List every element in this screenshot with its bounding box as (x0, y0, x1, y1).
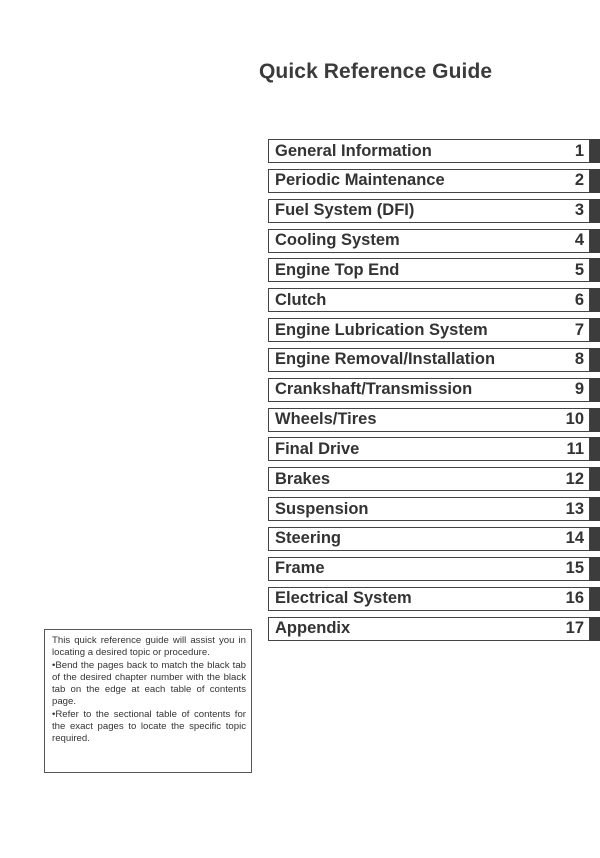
chapter-row[interactable] (268, 288, 600, 312)
note-bullet-bend-pages: •Bend the pages back to match the black tab of the desired chapter number with the black tab on the edge at each table of contents page. (52, 659, 246, 708)
chapter-number: 4 (574, 231, 584, 250)
chapter-number: 1 (574, 141, 584, 160)
chapter-box (268, 199, 590, 223)
chapter-row[interactable] (268, 587, 600, 611)
chapter-box (268, 229, 590, 253)
chapter-tab (590, 258, 600, 282)
chapter-number: 5 (574, 260, 584, 279)
chapter-box (268, 437, 590, 461)
chapter-box (268, 139, 590, 163)
chapter-tab (590, 139, 600, 163)
note-intro: This quick reference guide will assist you in locating a desired topic or procedure. (52, 635, 246, 659)
chapter-number: 13 (565, 499, 584, 518)
chapter-label: Engine Lubrication System (275, 320, 488, 339)
chapter-label: Appendix (275, 619, 351, 637)
chapter-tab (590, 497, 600, 521)
chapter-label: Frame (275, 559, 325, 578)
chapter-tab (590, 169, 600, 193)
chapter-box (268, 288, 590, 312)
chapter-number: 2 (574, 171, 584, 190)
chapter-tab (590, 318, 600, 342)
chapter-number: 15 (565, 559, 584, 578)
chapter-row[interactable] (268, 229, 600, 253)
chapter-box (268, 348, 590, 372)
chapter-row[interactable] (268, 617, 600, 641)
chapter-box (268, 378, 590, 402)
chapter-box (268, 318, 590, 342)
chapter-number: 12 (565, 469, 584, 488)
chapter-label: Wheels/Tires (275, 410, 377, 429)
usage-note (44, 629, 252, 773)
chapter-box (268, 258, 590, 282)
chapter-number: 14 (565, 529, 584, 548)
chapter-row[interactable] (268, 378, 600, 402)
chapter-row[interactable] (268, 527, 600, 551)
chapter-number: 3 (574, 201, 584, 220)
chapter-tab (590, 348, 600, 372)
chapter-label: Crankshaft/Transmission (275, 380, 473, 399)
chapter-row[interactable] (268, 408, 600, 432)
chapter-box (268, 587, 590, 611)
chapter-row[interactable] (268, 467, 600, 491)
chapter-tab (590, 557, 600, 581)
note-bullet-refer-toc: •Refer to the sectional table of contents for the exact pages to locate the specific topic required. (52, 708, 246, 745)
chapter-label: Electrical System (275, 589, 412, 608)
chapter-row[interactable] (268, 557, 600, 581)
chapter-box (268, 617, 590, 641)
chapter-box (268, 527, 590, 551)
chapter-label: Final Drive (275, 439, 360, 458)
chapter-tab (590, 437, 600, 461)
chapter-box (268, 557, 590, 581)
chapter-label: Steering (275, 529, 342, 548)
chapter-row[interactable] (268, 318, 600, 342)
chapter-label: Fuel System (DFI) (275, 201, 415, 220)
chapter-number: 16 (565, 589, 584, 608)
chapter-number: 10 (565, 410, 584, 429)
chapter-box (268, 497, 590, 521)
chapter-label: General Information (275, 141, 432, 160)
chapter-number: 6 (574, 290, 584, 309)
chapter-label: Brakes (275, 469, 331, 488)
chapter-label: Cooling System (275, 231, 400, 250)
chapter-number: 17 (565, 619, 584, 637)
chapter-tab (590, 467, 600, 491)
chapter-tab (590, 527, 600, 551)
chapter-label: Periodic Maintenance (275, 171, 445, 190)
chapter-label: Engine Removal/Installation (275, 350, 496, 369)
chapter-row[interactable] (268, 437, 600, 461)
chapter-number: 8 (574, 350, 584, 369)
chapter-label: Suspension (275, 499, 369, 518)
page-title: Quick Reference Guide (259, 60, 493, 83)
chapter-row[interactable] (268, 497, 600, 521)
chapter-row[interactable] (268, 139, 600, 163)
chapter-label: Engine Top End (275, 260, 400, 279)
chapter-number: 11 (566, 439, 584, 458)
chapter-number: 7 (574, 320, 584, 339)
chapter-tab (590, 378, 600, 402)
chapter-row[interactable] (268, 258, 600, 282)
chapter-tab (590, 288, 600, 312)
chapter-box (268, 169, 590, 193)
chapter-number: 9 (574, 380, 584, 399)
chapter-tab (590, 408, 600, 432)
chapter-box (268, 467, 590, 491)
chapter-row[interactable] (268, 169, 600, 193)
chapter-box (268, 408, 590, 432)
chapter-tab (590, 587, 600, 611)
chapter-tab (590, 199, 600, 223)
chapter-tab (590, 229, 600, 253)
chapter-index (268, 139, 600, 646)
chapter-row[interactable] (268, 199, 600, 223)
chapter-tab (590, 617, 600, 641)
chapter-row[interactable] (268, 348, 600, 372)
chapter-label: Clutch (275, 290, 327, 309)
